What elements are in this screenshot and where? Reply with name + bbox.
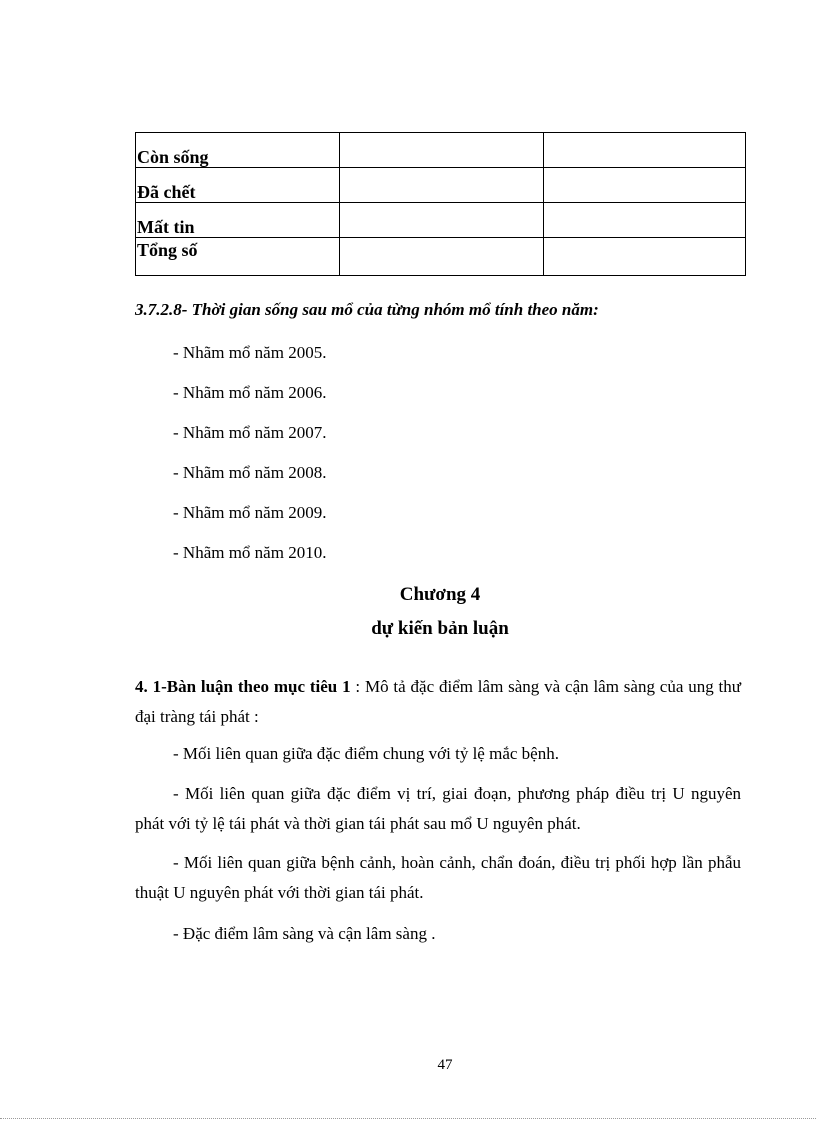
list-item: - Nhãm mổ năm 2005. — [173, 343, 327, 362]
table-row — [136, 168, 746, 203]
survival-table — [135, 132, 746, 276]
table-cell-label: Mất tin — [136, 203, 340, 238]
paragraph-text: - Đặc điểm lâm sàng và cận lâm sàng . — [173, 924, 436, 943]
paragraph-text: - Mối liên quan giữa bệnh cảnh, hoàn cảnh, chẩn đoán, điều trị phối hợp lần phẫu thuật U nguyên phát với thời gian tái phát. — [135, 853, 741, 902]
paragraph — [135, 919, 741, 949]
page-number: 47 — [437, 1057, 453, 1073]
table-cell-label: Đã chết — [136, 168, 340, 203]
paragraph — [135, 739, 741, 769]
discussion-lead-bold: 4. 1-Bàn luận theo mục tiêu 1 — [135, 677, 351, 696]
table-cell — [340, 238, 544, 276]
section-heading: 3.7.2.8- Thời gian sống sau mổ của từng nhóm mổ tính theo năm: — [135, 300, 599, 319]
list-item: - Nhãm mổ năm 2008. — [173, 463, 327, 482]
paragraph — [135, 848, 741, 908]
discussion-lead-text: : Mô tả đặc điểm lâm sàng và cận lâm sàng của ung thư đại tràng tái phát : — [135, 677, 741, 726]
table-cell — [340, 133, 544, 168]
table-row — [136, 238, 746, 276]
list-item: - Nhãm mổ năm 2007. — [173, 423, 327, 442]
discussion-lead — [135, 672, 741, 732]
chapter-number: Chương 4 — [399, 584, 481, 605]
table-cell — [340, 203, 544, 238]
paragraph-text: - Mối liên quan giữa đặc điểm chung với tỷ lệ mắc bệnh. — [173, 744, 559, 763]
paragraph — [135, 779, 741, 839]
table-cell — [544, 203, 746, 238]
chapter-title: dự kiến bản luận — [371, 618, 509, 639]
table-row — [136, 133, 746, 168]
table-cell — [340, 168, 544, 203]
table-cell-label: Tổng số — [136, 238, 340, 276]
page-divider — [0, 1118, 816, 1119]
table-cell — [544, 238, 746, 276]
table-row — [136, 203, 746, 238]
paragraph-text: - Mối liên quan giữa đặc điểm vị trí, giai đoạn, phương pháp điều trị U nguyên phát với tỷ lệ tái phát và thời gian tái phát sau mổ U nguyên phát. — [135, 784, 741, 833]
list-item: - Nhãm mổ năm 2009. — [173, 503, 327, 522]
table-cell-label: Còn sống — [136, 133, 340, 168]
list-item: - Nhãm mổ năm 2006. — [173, 383, 327, 402]
list-item: - Nhãm mổ năm 2010. — [173, 543, 327, 562]
table-cell — [544, 168, 746, 203]
table-cell — [544, 133, 746, 168]
